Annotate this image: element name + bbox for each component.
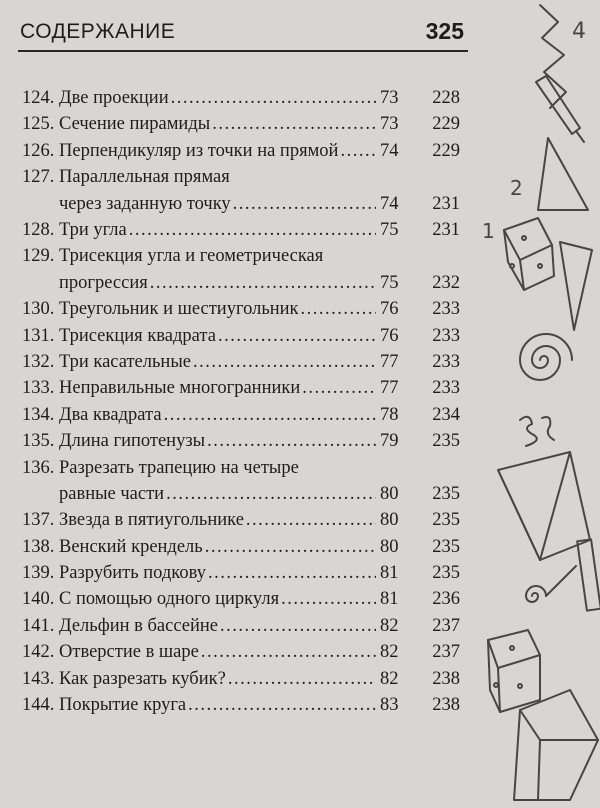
entry-number: 124. [22, 88, 55, 108]
problem-page: 75 [380, 272, 399, 293]
entry-title-text: Две проекции [59, 88, 169, 108]
entry-title [22, 692, 186, 718]
digit-four-doodle: 4 [572, 19, 586, 44]
answer-page: 235 [432, 431, 460, 452]
answer-page: 237 [432, 642, 460, 663]
entry-title-text: Три касательные [59, 351, 191, 372]
problem-page: 75 [380, 219, 399, 240]
answer-page: 233 [432, 351, 460, 372]
page-header [18, 18, 468, 52]
digit-one-doodle: 1 [482, 219, 495, 243]
answer-page: 238 [432, 695, 460, 716]
dice-doodle [504, 218, 552, 260]
problem-page: 80 [380, 510, 399, 531]
entry-number: 126. [22, 140, 55, 161]
entry-line [22, 111, 460, 137]
entry-line [22, 138, 460, 164]
entry-number: 138. [22, 536, 55, 557]
problem-page: 76 [380, 325, 399, 346]
toc-entry [22, 692, 460, 718]
entry-number: 129. [22, 246, 55, 267]
answer-page: 229 [432, 114, 460, 135]
answer-page: 233 [432, 299, 460, 320]
entry-number: 140. [22, 589, 55, 610]
problem-page: 73 [380, 88, 399, 108]
toc-entry [22, 375, 460, 401]
entry-number: 131. [22, 325, 55, 346]
entry-title-text: Трисекция квадрата [59, 325, 216, 346]
leader-dots [301, 296, 376, 322]
section-title: СОДЕРЖАНИЕ [20, 20, 176, 43]
entry-number: 130. [22, 299, 55, 320]
answer-page: 235 [432, 563, 460, 584]
leader-dots [218, 323, 376, 349]
leader-dots [302, 375, 376, 401]
entry-title [22, 111, 210, 137]
entry-number: 137. [22, 510, 55, 531]
entry-title [22, 666, 226, 692]
problem-page: 77 [380, 378, 399, 399]
problem-page: 76 [380, 299, 399, 320]
entry-line [22, 666, 460, 692]
entry-number: 142. [22, 642, 55, 663]
entry-title [22, 164, 230, 190]
leader-dots [233, 191, 376, 217]
entry-number: 125. [22, 114, 55, 135]
entry-title [22, 296, 299, 322]
scribble-doodle [520, 417, 554, 446]
entry-title-text: Покрытие круга [59, 695, 187, 716]
ruler-doodle [577, 539, 600, 610]
toc-entry [22, 296, 460, 322]
answer-page: 233 [432, 378, 460, 399]
answer-page: 235 [432, 536, 460, 557]
leader-dots [193, 349, 376, 375]
problem-page: 83 [380, 695, 399, 716]
toc-entry [22, 138, 460, 164]
entry-title [22, 455, 299, 481]
toc-entry [22, 560, 460, 586]
entry-title [22, 323, 216, 349]
triangle-doodle [560, 242, 592, 330]
table-of-contents [22, 85, 460, 718]
leader-dots [220, 613, 376, 639]
leader-dots [212, 111, 376, 137]
entry-title [22, 243, 323, 269]
entry-number: 135. [22, 431, 55, 452]
leader-dots [208, 560, 376, 586]
leader-dots [205, 534, 376, 560]
leader-dots [228, 666, 376, 692]
answer-page: 237 [432, 615, 460, 636]
answer-page: 231 [432, 219, 460, 240]
answer-page: 233 [432, 325, 460, 346]
entry-title [22, 217, 127, 243]
entry-title-text: Разрубить подкову [59, 563, 206, 584]
entry-title [22, 375, 300, 401]
answer-page: 234 [432, 404, 460, 425]
entry-title-text: Звезда в пятиугольнике [59, 510, 244, 531]
problem-page: 81 [380, 589, 399, 610]
entry-number: 136. [22, 457, 55, 478]
small-spiral-doodle [526, 586, 546, 602]
problem-page: 77 [380, 351, 399, 372]
entry-title [22, 613, 218, 639]
set-square-doodle [538, 138, 588, 210]
entry-line [22, 586, 460, 612]
entry-line [59, 481, 460, 507]
entry-number: 128. [22, 219, 55, 240]
toc-entry [22, 164, 460, 217]
problem-page: 74 [380, 193, 399, 214]
entry-line [22, 323, 460, 349]
entry-line [22, 296, 460, 322]
toc-entry [22, 639, 460, 665]
entry-title-text: Неправильные многогранники [59, 378, 301, 399]
doodle-illustration [480, 0, 600, 803]
leader-dots [171, 85, 376, 111]
entry-line [22, 85, 460, 111]
entry-title [22, 402, 162, 428]
entry-title [22, 586, 279, 612]
problem-page: 73 [380, 114, 399, 135]
toc-entry [22, 534, 460, 560]
entry-title [22, 560, 206, 586]
entry-title-text: Длина гипотенузы [59, 431, 206, 452]
entry-line [22, 507, 460, 533]
entry-title-text: Перпендикуляр из точки на прямой [59, 140, 339, 161]
entry-title [22, 428, 205, 454]
problem-page: 79 [380, 431, 399, 452]
page-number: 325 [425, 18, 464, 44]
problem-page: 82 [380, 642, 399, 663]
entry-title-continuation: через заданную точку [59, 193, 231, 214]
entry-title-text: С помощью одного циркуля [59, 589, 280, 610]
entry-title-text: Разрезать трапецию на четыре [59, 457, 299, 478]
entry-title-text: Два квадрата [59, 404, 162, 425]
entry-line [22, 692, 460, 718]
entry-line [22, 349, 460, 375]
problem-page: 74 [380, 140, 399, 161]
entry-line [22, 613, 460, 639]
problem-page: 82 [380, 615, 399, 636]
entry-title [22, 534, 203, 560]
header-rule [18, 50, 468, 52]
toc-entry [22, 111, 460, 137]
leader-dots [207, 428, 376, 454]
problem-page: 80 [380, 483, 399, 504]
entry-title [22, 639, 199, 665]
entry-title-text: Отверстие в шаре [59, 642, 199, 663]
answer-page: 235 [432, 483, 460, 504]
toc-entry [22, 507, 460, 533]
spiral-doodle [520, 334, 572, 380]
answer-page: 232 [432, 272, 460, 293]
toc-entry [22, 323, 460, 349]
entry-line [22, 375, 460, 401]
entry-title-continuation: равные части [59, 483, 165, 504]
entry-line [22, 217, 460, 243]
problem-page: 82 [380, 668, 399, 689]
entry-title-text: Дельфин в бассейне [59, 615, 218, 636]
leader-dots [164, 402, 376, 428]
margin-doodles [480, 0, 600, 803]
entry-title [22, 349, 191, 375]
entry-title [22, 138, 338, 164]
entry-number: 144. [22, 695, 55, 716]
problem-page: 80 [380, 536, 399, 557]
answer-page: 238 [432, 668, 460, 689]
entry-number: 127. [22, 167, 55, 188]
leader-dots [340, 138, 376, 164]
entry-line [22, 534, 460, 560]
toc-entry [22, 349, 460, 375]
entry-title [22, 85, 169, 111]
answer-page: 231 [432, 193, 460, 214]
answer-page: 235 [432, 510, 460, 531]
entry-line [22, 639, 460, 665]
digit-two-doodle: 2 [510, 176, 523, 200]
entry-line [22, 402, 460, 428]
entry-title-text: Параллельная прямая [59, 167, 230, 188]
entry-title-text: Сечение пирамиды [59, 114, 211, 135]
toc-entry [22, 428, 460, 454]
entry-line [22, 428, 460, 454]
entry-number: 139. [22, 563, 55, 584]
leader-dots [246, 507, 376, 533]
toc-entry [22, 402, 460, 428]
entry-line [22, 560, 460, 586]
entry-number: 132. [22, 351, 55, 372]
entry-line [59, 191, 460, 217]
answer-page: 228 [432, 88, 460, 108]
toc-entry [22, 455, 460, 508]
toc-entry [22, 613, 460, 639]
leader-dots [188, 692, 376, 718]
toc-entry [22, 217, 460, 243]
entry-number: 143. [22, 668, 55, 689]
entry-title-text: Как разрезать кубик? [59, 668, 226, 689]
entry-title-text: Трисекция угла и геометрическая [59, 246, 324, 267]
leader-dots [129, 217, 376, 243]
answer-page: 236 [432, 589, 460, 610]
entry-title-text: Венский крендель [59, 536, 203, 557]
entry-number: 134. [22, 404, 55, 425]
toc-entry [22, 666, 460, 692]
entry-title-continuation: прогрессия [59, 272, 148, 293]
prism-doodle [514, 690, 598, 800]
entry-title [22, 507, 244, 533]
leader-dots [150, 270, 376, 296]
leader-dots [166, 481, 376, 507]
entry-number: 133. [22, 378, 55, 399]
toc-entry [22, 85, 460, 111]
answer-page: 229 [432, 140, 460, 161]
entry-number: 141. [22, 615, 55, 636]
entry-line [59, 270, 460, 296]
entry-title-text: Три угла [59, 219, 127, 240]
leader-dots [201, 639, 376, 665]
entry-title-text: Треугольник и шестиугольник [59, 299, 299, 320]
toc-entry [22, 586, 460, 612]
leader-dots [281, 586, 376, 612]
problem-page: 78 [380, 404, 399, 425]
toc-entry [22, 243, 460, 296]
problem-page: 81 [380, 563, 399, 584]
